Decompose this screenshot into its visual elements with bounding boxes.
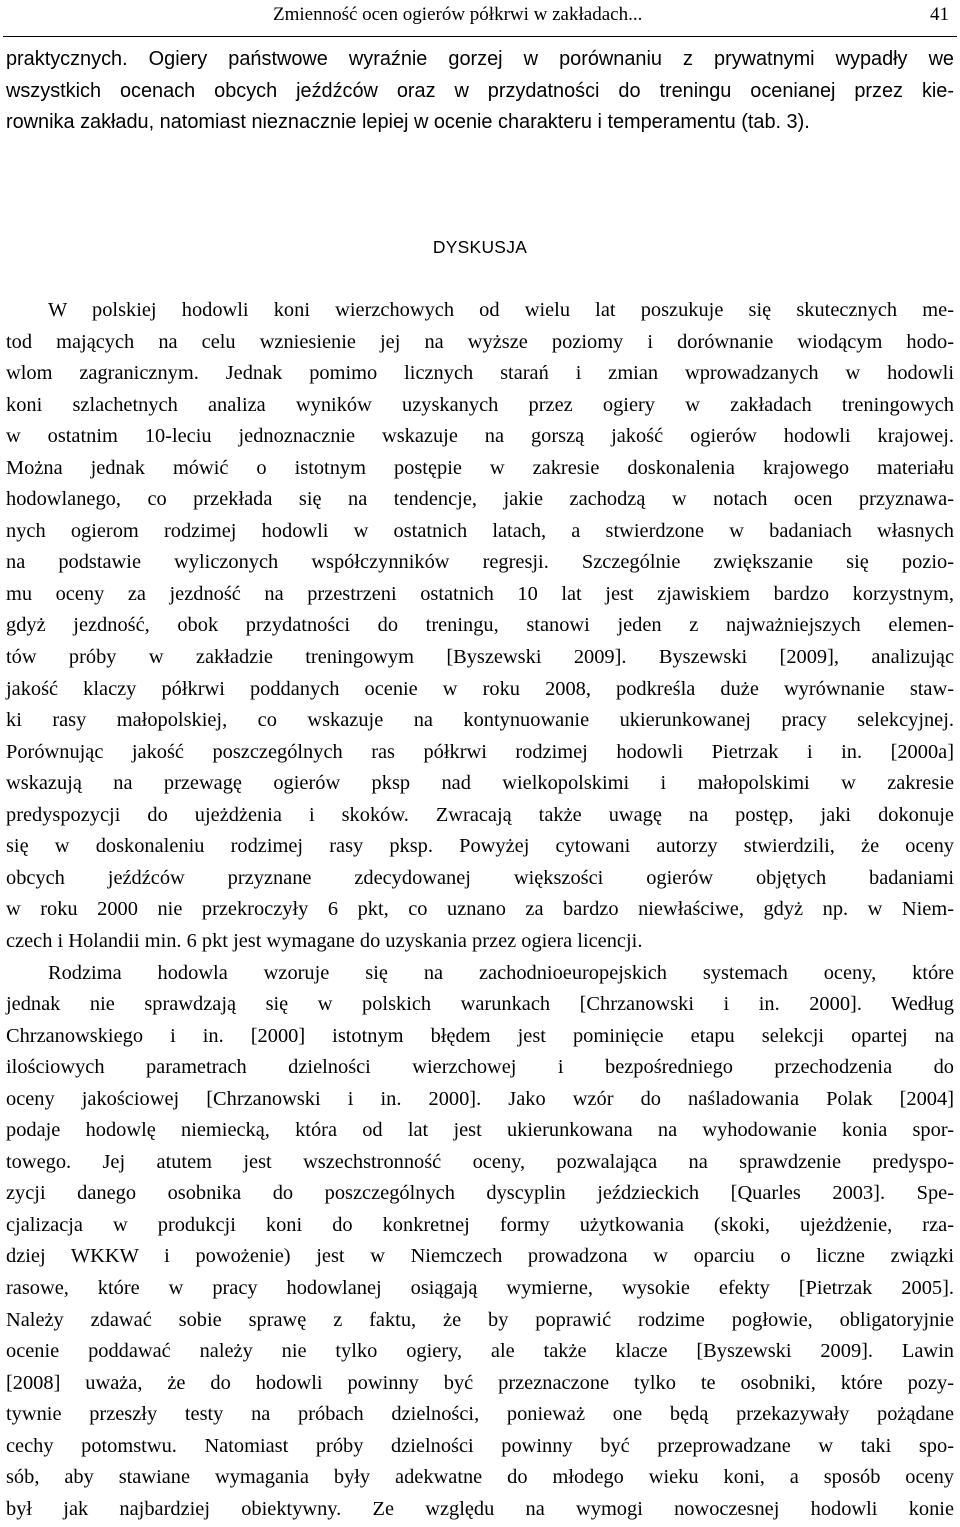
text-line: mu oceny za jezdność na przestrzeni ostatnich 10 lat jest zjawiskiem bardzo korzystnym,	[6, 582, 954, 605]
text-line: jednak nie sprawdzają się w polskich warunkach [Chrzanowski i in. 2000]. Według	[6, 993, 954, 1016]
text-line: zycji danego osobnika do poszczególnych dyscyplin jeździeckich [Quarles 2003]. Spe-	[6, 1182, 954, 1205]
text-line: rasowe, które w pracy hodowlanej osiągają wymierne, wysokie efekty [Pietrzak 2005].	[6, 1276, 954, 1299]
text-line: czech i Holandii min. 6 pkt jest wymagane do uzyskania przez ogiera licencji.	[6, 929, 643, 952]
text-line: obcych jeźdźców przyznane zdecydowanej większości ogierów objętych badaniami	[6, 866, 954, 889]
page-number: 41	[930, 4, 949, 25]
header-rule	[3, 36, 957, 37]
text-line: Można jednak mówić o istotnym postępie w zakresie doskonalenia krajowego materiału	[6, 456, 954, 479]
text-line: Chrzanowskiego i in. [2000] istotnym błędem jest pominięcie etapu selekcji opartej na	[6, 1024, 954, 1047]
text-line: Rodzima hodowla wzoruje się na zachodnioeuropejskich systemach oceny, które	[48, 961, 954, 984]
text-line: ilościowych parametrach dzielności wierzchowej i bezpośredniego przechodzenia do	[6, 1056, 954, 1079]
text-line: W polskiej hodowli koni wierzchowych od wielu lat poszukuje się skutecznych me-	[48, 299, 954, 321]
text-line: sób, aby stawiane wymagania były adekwatne do młodego wieku koni, a sposób oceny	[6, 1466, 954, 1489]
running-title: Zmienność ocen ogierów półkrwi w zakładach...	[273, 4, 643, 25]
text-line: gdyż jezdność, obok przydatności do treningu, stanowi jeden z najważniejszych elemen-	[6, 614, 954, 637]
text-line: Porównując jakość poszczególnych ras półkrwi rodzimej hodowli Pietrzak i in. [2000a]	[6, 740, 954, 763]
section-heading: DYSKUSJA	[432, 237, 528, 257]
text-line: wskazują na przewagę ogierów pksp nad wielkopolskimi i małopolskimi w zakresie	[6, 772, 954, 795]
text-line: hodowlanego, co przekłada się na tendencje, jakie zachodzą w notach ocen przyznawa-	[6, 488, 954, 511]
text-line: ki rasy małopolskiej, co wskazuje na kontynuowanie ukierunkowanej pracy selekcyjnej.	[6, 709, 954, 732]
text-line: był jak najbardziej obiektywny. Ze względu na wymogi nowoczesnej hodowli konie	[6, 1497, 954, 1520]
text-line: [2008] uważa, że do hodowli powinny być przeznaczone tylko te osobniki, które pozy-	[6, 1371, 954, 1394]
text-line: tod mających na celu wzniesienie jej na wyższe poziomy i dorównanie wiodącym hodo-	[6, 330, 954, 353]
text-line: na podstawie wyliczonych współczynników regresji. Szczególnie zwiększanie się pozio-	[6, 551, 954, 574]
text-line: tywnie przeszły testy na próbach dzielności, ponieważ one będą przekazywały pożądane	[6, 1403, 954, 1426]
text-line: Należy zdawać sobie sprawę z faktu, że by poprawić rodzime pogłowie, obligatoryjnie	[6, 1308, 954, 1331]
text-line: w roku 2000 nie przekroczyły 6 pkt, co uznano za bardzo niewłaściwe, gdyż np. w Niem-	[6, 898, 954, 921]
text-line: dziej WKKW i powożenie) jest w Niemczech prowadzona w oparciu o liczne związki	[6, 1245, 954, 1268]
text-line: się w doskonaleniu rodzimej rasy pksp. Powyżej cytowani autorzy stwierdzili, że oceny	[6, 835, 954, 858]
text-line: podaje hodowlę niemiecką, która od lat jest ukierunkowana na wyhodowanie konia spor-	[6, 1119, 954, 1142]
text-line: predyspozycji do ujeżdżenia i skoków. Zwracają także uwagę na postęp, jaki dokonuje	[6, 803, 954, 826]
text-line: wszystkich ocenach obcych jeźdźców oraz w przydatności do treningu ocenianej przez kie-	[6, 79, 954, 102]
text-line: cjalizacja w produkcji koni do konkretnej formy użytkowania (skoki, ujeżdżenie, rza-	[6, 1213, 954, 1236]
text-line: wlom zagranicznym. Jednak pomimo licznych starań i zmian wprowadzanych w hodowli	[6, 362, 954, 385]
text-line: tów próby w zakładzie treningowym [Byszewski 2009]. Byszewski [2009], analizując	[6, 646, 954, 669]
text-line: praktycznych. Ogiery państwowe wyraźnie gorzej w porównaniu z prywatnymi wypadły we	[6, 48, 954, 70]
text-line: koni szlachetnych analiza wyników uzyskanych przez ogiery w zakładach treningowych	[6, 393, 954, 416]
text-line: ocenie poddawać należy nie tylko ogiery, ale także klacze [Byszewski 2009]. Lawin	[6, 1340, 954, 1363]
text-line: rownika zakładu, natomiast nieznacznie lepiej w ocenie charakteru i temperamentu (tab. 3).	[6, 111, 810, 134]
text-line: w ostatnim 10-leciu jednoznacznie wskazuje na gorszą jakość ogierów hodowli krajowej.	[6, 425, 954, 448]
discussion-paragraph-2	[6, 958, 954, 1526]
discussion-paragraph-1	[6, 295, 954, 957]
text-line: nych ogierom rodzimej hodowli w ostatnich latach, a stwierdzone w badaniach własnych	[6, 519, 954, 542]
text-line: cechy potomstwu. Natomiast próby dzielności powinny być przeprowadzane w taki spo-	[6, 1434, 954, 1457]
running-header	[0, 0, 960, 40]
text-line: towego. Jej atutem jest wszechstronność oceny, pozwalająca na sprawdzenie predyspo-	[6, 1150, 954, 1173]
text-line: oceny jakościowej [Chrzanowski i in. 2000]. Jako wzór do naśladowania Polak [2004]	[6, 1087, 954, 1110]
intro-paragraph	[6, 44, 954, 139]
text-line: jakość klaczy półkrwi poddanych ocenie w roku 2008, podkreśla duże wyrównanie staw-	[6, 677, 954, 700]
